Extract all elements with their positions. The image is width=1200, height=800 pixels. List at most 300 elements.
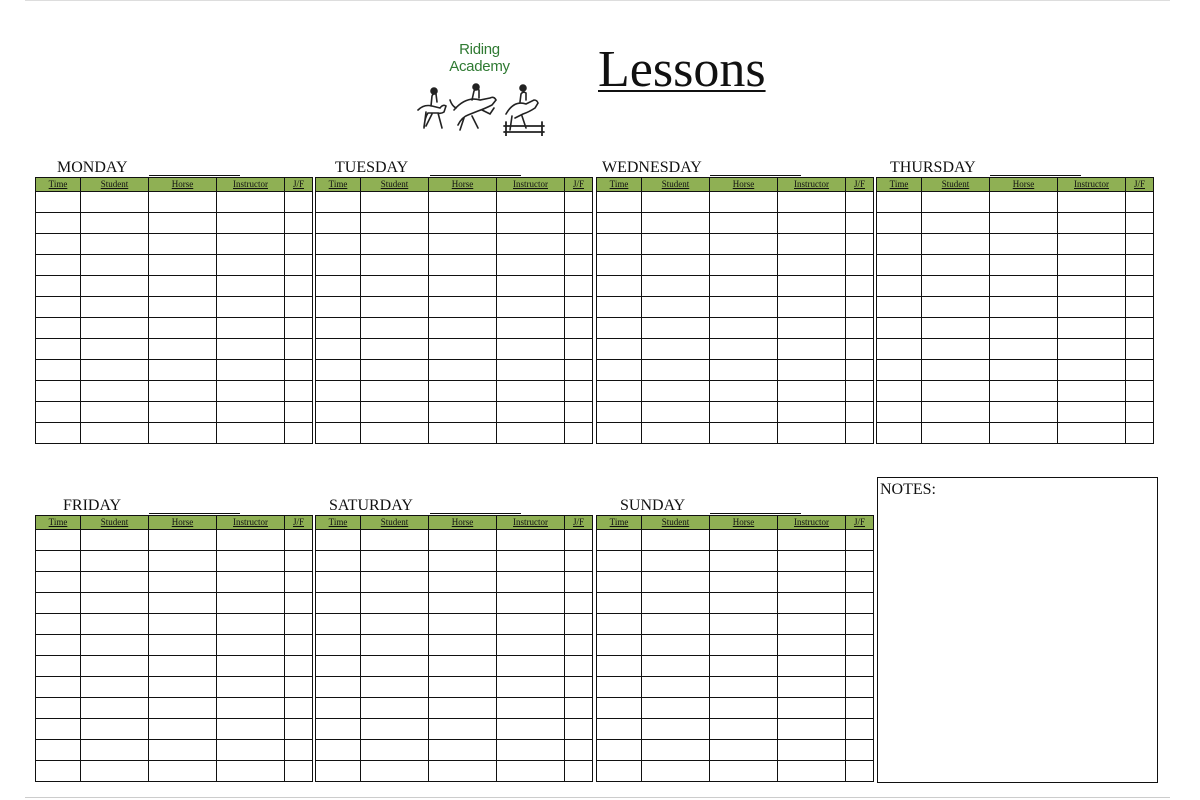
cell-time[interactable] [316,677,361,698]
cell-jf[interactable] [285,381,313,402]
cell-jf[interactable] [285,593,313,614]
cell-jf[interactable] [285,614,313,635]
cell-time[interactable] [36,192,81,213]
cell-time[interactable] [877,318,922,339]
cell-horse[interactable] [429,572,497,593]
cell-time[interactable] [597,614,642,635]
cell-student[interactable] [922,213,990,234]
cell-time[interactable] [316,530,361,551]
cell-time[interactable] [36,761,81,782]
cell-student[interactable] [81,423,149,444]
cell-time[interactable] [877,234,922,255]
cell-horse[interactable] [710,761,778,782]
cell-time[interactable] [597,381,642,402]
cell-instructor[interactable] [497,635,565,656]
cell-horse[interactable] [990,255,1058,276]
cell-student[interactable] [922,402,990,423]
cell-horse[interactable] [710,530,778,551]
cell-instructor[interactable] [497,423,565,444]
cell-instructor[interactable] [497,234,565,255]
cell-instructor[interactable] [778,761,846,782]
cell-instructor[interactable] [1058,318,1126,339]
cell-instructor[interactable] [497,551,565,572]
cell-time[interactable] [316,423,361,444]
cell-instructor[interactable] [217,213,285,234]
cell-jf[interactable] [285,530,313,551]
cell-horse[interactable] [429,297,497,318]
cell-instructor[interactable] [217,381,285,402]
cell-time[interactable] [316,761,361,782]
cell-student[interactable] [81,234,149,255]
cell-student[interactable] [642,740,710,761]
cell-jf[interactable] [285,698,313,719]
cell-student[interactable] [81,719,149,740]
cell-time[interactable] [316,656,361,677]
cell-horse[interactable] [429,719,497,740]
cell-instructor[interactable] [497,339,565,360]
cell-jf[interactable] [565,423,593,444]
cell-jf[interactable] [1126,297,1154,318]
cell-horse[interactable] [429,656,497,677]
cell-jf[interactable] [565,677,593,698]
cell-time[interactable] [877,276,922,297]
cell-jf[interactable] [285,192,313,213]
cell-horse[interactable] [990,192,1058,213]
cell-student[interactable] [81,761,149,782]
cell-time[interactable] [316,360,361,381]
cell-time[interactable] [597,297,642,318]
cell-instructor[interactable] [497,593,565,614]
cell-time[interactable] [36,276,81,297]
cell-jf[interactable] [565,635,593,656]
cell-student[interactable] [81,360,149,381]
cell-instructor[interactable] [778,255,846,276]
cell-student[interactable] [642,719,710,740]
cell-jf[interactable] [565,530,593,551]
cell-jf[interactable] [846,339,874,360]
cell-jf[interactable] [565,593,593,614]
cell-horse[interactable] [429,635,497,656]
cell-time[interactable] [597,698,642,719]
cell-instructor[interactable] [778,677,846,698]
date-blank-line[interactable] [430,175,521,176]
cell-instructor[interactable] [1058,339,1126,360]
cell-instructor[interactable] [497,381,565,402]
cell-time[interactable] [36,234,81,255]
cell-student[interactable] [642,234,710,255]
cell-student[interactable] [642,360,710,381]
cell-student[interactable] [642,402,710,423]
cell-instructor[interactable] [217,423,285,444]
cell-student[interactable] [922,381,990,402]
cell-horse[interactable] [149,381,217,402]
cell-student[interactable] [642,698,710,719]
cell-horse[interactable] [429,360,497,381]
cell-student[interactable] [361,551,429,572]
cell-time[interactable] [36,381,81,402]
cell-time[interactable] [36,551,81,572]
cell-jf[interactable] [285,402,313,423]
cell-instructor[interactable] [217,572,285,593]
cell-time[interactable] [597,192,642,213]
cell-instructor[interactable] [1058,255,1126,276]
cell-time[interactable] [597,572,642,593]
cell-time[interactable] [316,402,361,423]
date-blank-line[interactable] [149,513,240,514]
cell-time[interactable] [597,234,642,255]
cell-instructor[interactable] [497,276,565,297]
cell-horse[interactable] [429,698,497,719]
cell-horse[interactable] [429,213,497,234]
cell-student[interactable] [361,276,429,297]
cell-time[interactable] [877,192,922,213]
cell-student[interactable] [81,656,149,677]
cell-jf[interactable] [285,740,313,761]
cell-jf[interactable] [846,698,874,719]
cell-horse[interactable] [429,677,497,698]
cell-time[interactable] [36,635,81,656]
cell-student[interactable] [81,255,149,276]
cell-time[interactable] [316,614,361,635]
date-blank-line[interactable] [710,175,801,176]
cell-jf[interactable] [846,255,874,276]
cell-horse[interactable] [429,761,497,782]
cell-time[interactable] [36,572,81,593]
cell-instructor[interactable] [217,402,285,423]
cell-time[interactable] [877,255,922,276]
cell-time[interactable] [36,423,81,444]
cell-jf[interactable] [565,551,593,572]
cell-time[interactable] [877,339,922,360]
cell-horse[interactable] [149,572,217,593]
cell-horse[interactable] [710,635,778,656]
cell-jf[interactable] [285,719,313,740]
cell-student[interactable] [81,381,149,402]
cell-time[interactable] [316,635,361,656]
cell-student[interactable] [81,276,149,297]
cell-instructor[interactable] [217,192,285,213]
cell-instructor[interactable] [217,318,285,339]
cell-horse[interactable] [710,381,778,402]
cell-jf[interactable] [846,213,874,234]
cell-horse[interactable] [990,213,1058,234]
cell-horse[interactable] [710,276,778,297]
cell-horse[interactable] [149,402,217,423]
cell-student[interactable] [361,635,429,656]
cell-horse[interactable] [429,234,497,255]
cell-instructor[interactable] [778,593,846,614]
cell-student[interactable] [361,297,429,318]
cell-student[interactable] [642,761,710,782]
cell-student[interactable] [81,192,149,213]
cell-time[interactable] [316,593,361,614]
cell-student[interactable] [642,572,710,593]
cell-instructor[interactable] [217,761,285,782]
cell-time[interactable] [316,234,361,255]
cell-time[interactable] [316,339,361,360]
cell-student[interactable] [81,339,149,360]
cell-instructor[interactable] [778,635,846,656]
cell-horse[interactable] [149,677,217,698]
cell-student[interactable] [361,761,429,782]
cell-horse[interactable] [149,297,217,318]
cell-horse[interactable] [149,213,217,234]
cell-student[interactable] [642,635,710,656]
cell-horse[interactable] [710,551,778,572]
cell-time[interactable] [316,381,361,402]
cell-horse[interactable] [149,719,217,740]
cell-time[interactable] [36,360,81,381]
cell-jf[interactable] [285,276,313,297]
cell-horse[interactable] [990,423,1058,444]
cell-time[interactable] [597,276,642,297]
cell-horse[interactable] [149,192,217,213]
cell-jf[interactable] [565,698,593,719]
cell-horse[interactable] [710,572,778,593]
cell-jf[interactable] [285,318,313,339]
cell-time[interactable] [877,402,922,423]
cell-jf[interactable] [285,339,313,360]
cell-jf[interactable] [565,276,593,297]
cell-instructor[interactable] [778,318,846,339]
cell-instructor[interactable] [778,614,846,635]
cell-time[interactable] [316,698,361,719]
cell-instructor[interactable] [217,360,285,381]
cell-student[interactable] [922,318,990,339]
cell-jf[interactable] [565,360,593,381]
cell-horse[interactable] [990,318,1058,339]
cell-time[interactable] [597,593,642,614]
cell-time[interactable] [36,530,81,551]
cell-student[interactable] [642,530,710,551]
cell-instructor[interactable] [778,381,846,402]
cell-student[interactable] [642,381,710,402]
cell-student[interactable] [81,677,149,698]
cell-instructor[interactable] [217,297,285,318]
cell-jf[interactable] [565,234,593,255]
cell-instructor[interactable] [497,677,565,698]
cell-instructor[interactable] [497,614,565,635]
cell-time[interactable] [877,423,922,444]
cell-horse[interactable] [710,614,778,635]
cell-instructor[interactable] [1058,234,1126,255]
cell-student[interactable] [81,593,149,614]
cell-instructor[interactable] [778,276,846,297]
cell-jf[interactable] [846,318,874,339]
cell-time[interactable] [316,213,361,234]
cell-instructor[interactable] [778,551,846,572]
cell-jf[interactable] [1126,192,1154,213]
cell-time[interactable] [36,339,81,360]
cell-instructor[interactable] [497,698,565,719]
cell-student[interactable] [361,255,429,276]
cell-jf[interactable] [565,318,593,339]
cell-jf[interactable] [846,402,874,423]
cell-horse[interactable] [710,677,778,698]
cell-student[interactable] [361,698,429,719]
cell-jf[interactable] [565,740,593,761]
cell-time[interactable] [597,740,642,761]
cell-horse[interactable] [429,530,497,551]
cell-student[interactable] [361,234,429,255]
cell-horse[interactable] [149,423,217,444]
cell-horse[interactable] [429,192,497,213]
cell-student[interactable] [642,423,710,444]
cell-student[interactable] [642,677,710,698]
cell-jf[interactable] [846,381,874,402]
cell-instructor[interactable] [497,402,565,423]
cell-instructor[interactable] [217,530,285,551]
cell-student[interactable] [361,656,429,677]
cell-jf[interactable] [1126,381,1154,402]
cell-instructor[interactable] [778,530,846,551]
cell-jf[interactable] [565,719,593,740]
cell-jf[interactable] [846,761,874,782]
cell-jf[interactable] [846,234,874,255]
cell-horse[interactable] [429,339,497,360]
cell-student[interactable] [642,255,710,276]
cell-time[interactable] [36,255,81,276]
cell-horse[interactable] [429,255,497,276]
cell-time[interactable] [597,402,642,423]
cell-student[interactable] [361,213,429,234]
cell-horse[interactable] [990,339,1058,360]
cell-instructor[interactable] [217,635,285,656]
cell-jf[interactable] [846,719,874,740]
cell-horse[interactable] [990,402,1058,423]
cell-student[interactable] [361,192,429,213]
cell-time[interactable] [597,255,642,276]
cell-jf[interactable] [1126,360,1154,381]
cell-jf[interactable] [846,635,874,656]
cell-jf[interactable] [285,677,313,698]
cell-time[interactable] [36,698,81,719]
date-blank-line[interactable] [710,513,801,514]
cell-instructor[interactable] [497,255,565,276]
cell-student[interactable] [81,635,149,656]
cell-time[interactable] [316,192,361,213]
cell-time[interactable] [877,213,922,234]
cell-horse[interactable] [429,551,497,572]
cell-horse[interactable] [710,234,778,255]
cell-jf[interactable] [846,614,874,635]
cell-time[interactable] [597,719,642,740]
cell-time[interactable] [316,719,361,740]
cell-instructor[interactable] [778,423,846,444]
cell-jf[interactable] [565,381,593,402]
cell-horse[interactable] [429,276,497,297]
cell-student[interactable] [922,276,990,297]
cell-student[interactable] [81,318,149,339]
cell-student[interactable] [361,740,429,761]
cell-jf[interactable] [565,213,593,234]
cell-instructor[interactable] [217,276,285,297]
cell-time[interactable] [316,572,361,593]
cell-instructor[interactable] [778,360,846,381]
cell-horse[interactable] [710,318,778,339]
cell-jf[interactable] [1126,276,1154,297]
cell-jf[interactable] [565,614,593,635]
cell-horse[interactable] [149,276,217,297]
cell-time[interactable] [316,740,361,761]
cell-jf[interactable] [285,761,313,782]
cell-horse[interactable] [149,339,217,360]
cell-horse[interactable] [149,698,217,719]
cell-horse[interactable] [710,192,778,213]
cell-student[interactable] [361,572,429,593]
cell-student[interactable] [642,593,710,614]
cell-student[interactable] [642,192,710,213]
cell-time[interactable] [316,551,361,572]
cell-horse[interactable] [710,255,778,276]
cell-jf[interactable] [285,360,313,381]
cell-jf[interactable] [1126,423,1154,444]
cell-instructor[interactable] [497,761,565,782]
cell-jf[interactable] [846,423,874,444]
cell-horse[interactable] [710,698,778,719]
cell-student[interactable] [642,276,710,297]
cell-instructor[interactable] [217,677,285,698]
cell-time[interactable] [597,423,642,444]
cell-student[interactable] [361,719,429,740]
cell-student[interactable] [81,402,149,423]
cell-student[interactable] [922,297,990,318]
cell-horse[interactable] [429,423,497,444]
cell-student[interactable] [361,339,429,360]
cell-jf[interactable] [1126,402,1154,423]
cell-instructor[interactable] [1058,423,1126,444]
cell-horse[interactable] [710,656,778,677]
cell-time[interactable] [597,656,642,677]
cell-student[interactable] [922,255,990,276]
cell-student[interactable] [922,339,990,360]
cell-time[interactable] [36,593,81,614]
cell-time[interactable] [36,740,81,761]
cell-horse[interactable] [710,213,778,234]
cell-instructor[interactable] [497,530,565,551]
cell-jf[interactable] [285,635,313,656]
cell-instructor[interactable] [217,719,285,740]
cell-instructor[interactable] [778,339,846,360]
cell-jf[interactable] [846,360,874,381]
cell-time[interactable] [597,761,642,782]
cell-student[interactable] [81,551,149,572]
cell-horse[interactable] [990,276,1058,297]
cell-jf[interactable] [565,192,593,213]
cell-jf[interactable] [846,572,874,593]
cell-time[interactable] [316,297,361,318]
cell-instructor[interactable] [778,297,846,318]
cell-horse[interactable] [710,423,778,444]
cell-jf[interactable] [565,339,593,360]
cell-student[interactable] [361,381,429,402]
cell-student[interactable] [81,572,149,593]
cell-instructor[interactable] [217,234,285,255]
cell-student[interactable] [361,530,429,551]
cell-instructor[interactable] [1058,402,1126,423]
cell-jf[interactable] [846,530,874,551]
cell-horse[interactable] [429,402,497,423]
cell-instructor[interactable] [1058,276,1126,297]
cell-time[interactable] [36,213,81,234]
cell-horse[interactable] [429,318,497,339]
cell-horse[interactable] [149,761,217,782]
cell-time[interactable] [316,318,361,339]
cell-jf[interactable] [565,255,593,276]
cell-horse[interactable] [149,551,217,572]
cell-student[interactable] [642,297,710,318]
cell-time[interactable] [597,360,642,381]
